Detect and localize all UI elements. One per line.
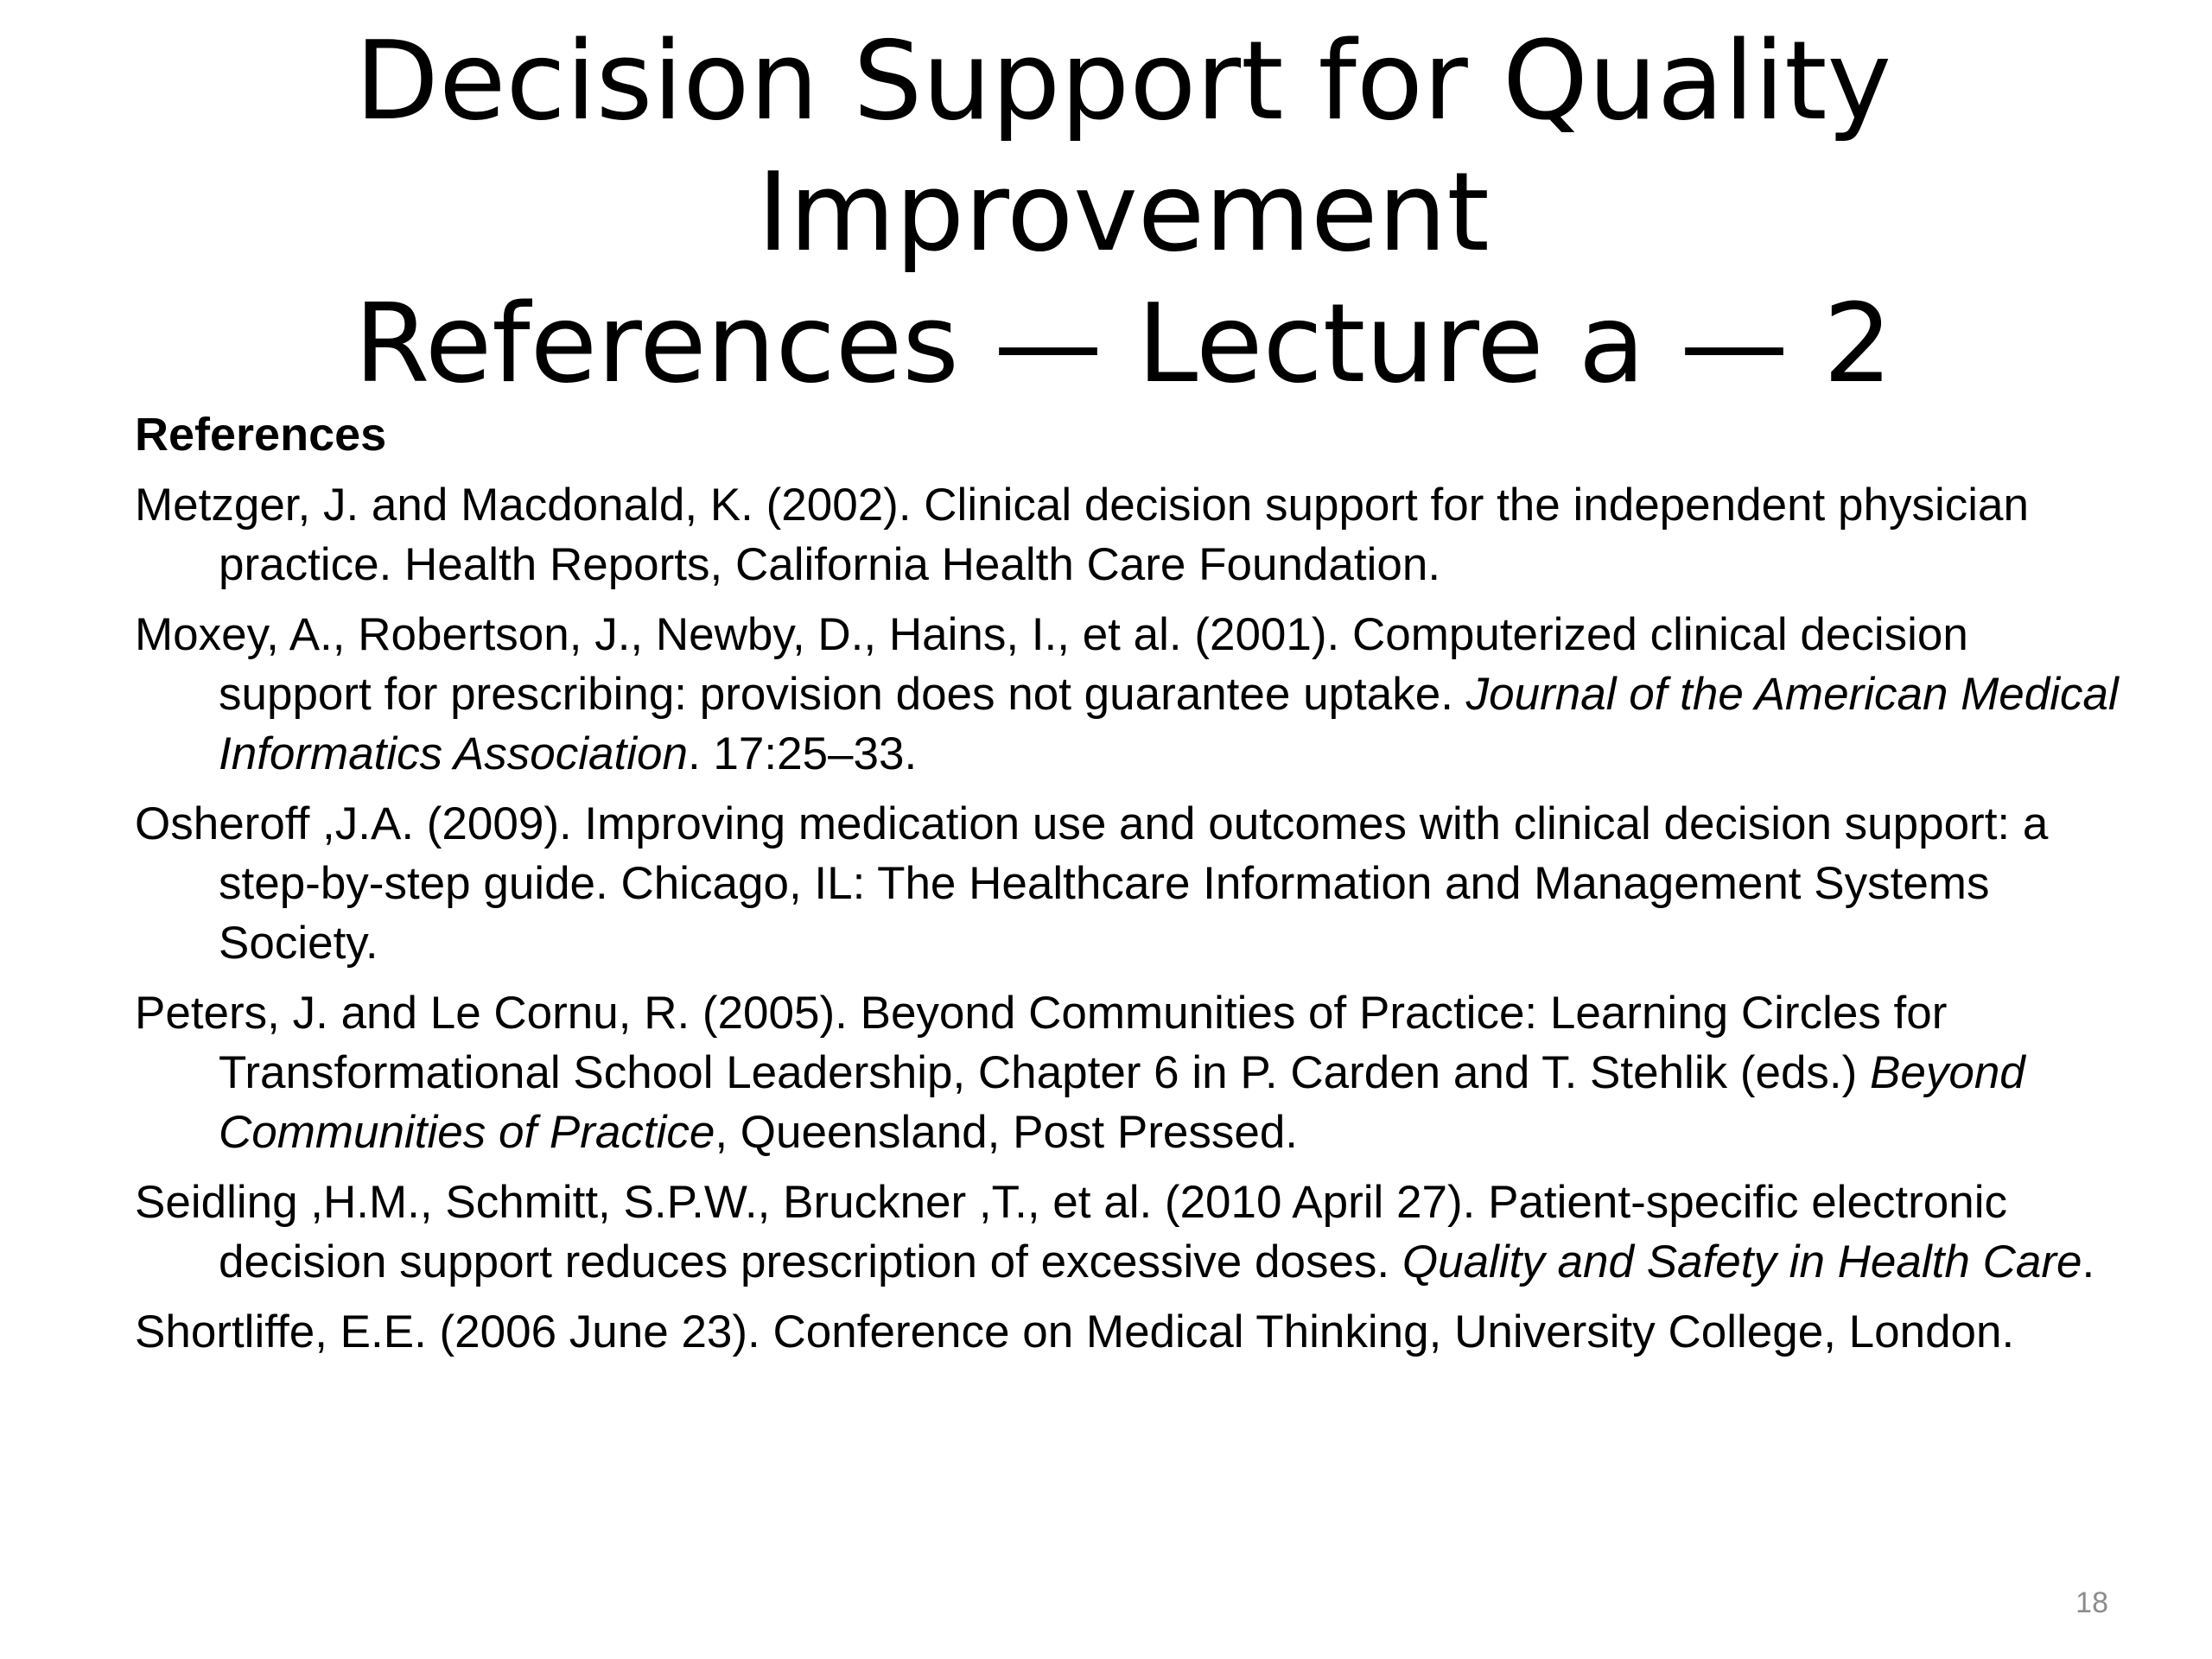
reference-book-title: Beyond Communities of Practice <box>219 1047 2025 1158</box>
reference-text-end: . 17:25–33. <box>687 728 918 779</box>
references-heading: References <box>135 409 387 461</box>
reference-text-end: . <box>2082 1236 2095 1287</box>
reference-list <box>135 475 2122 1372</box>
reference-text: Metzger, J. and Macdonald, K. (2002). Clinical decision support for the independent physician practice. Health Reports, California Health Care Foundation. <box>135 480 2029 590</box>
reference-item <box>135 1302 2122 1362</box>
title-line: References — Lecture a — 2 <box>353 280 1893 407</box>
title-line: Improvement <box>757 149 1490 276</box>
reference-text: Moxey, A., Robertson, J., Newby, D., Hains, I., et al. (2001). Computerized clinical decision support for prescribing: provision does not guarantee uptake. <box>135 609 1968 720</box>
reference-item <box>135 605 2122 784</box>
reference-journal: Journal of the American Medical Informatics Association <box>219 669 2119 779</box>
reference-text: Shortliffe, E.E. (2006 June 23). Conference on Medical Thinking, University College, London. <box>135 1306 2015 1357</box>
reference-item <box>135 983 2122 1162</box>
reference-item <box>135 475 2122 594</box>
reference-text: Seidling ,H.M., Schmitt, S.P.W., Bruckner ,T., et al. (2010 April 27). Patient-specific electronic decision support reduces prescription of excessive doses. <box>135 1177 2008 1287</box>
reference-item <box>135 794 2122 973</box>
page-number: 18 <box>2075 1586 2108 1619</box>
reference-item <box>135 1173 2122 1292</box>
reference-text-end: , Queensland, Post Pressed. <box>715 1107 1299 1158</box>
reference-text: Osheroff ,J.A. (2009). Improving medication use and outcomes with clinical decision support: a step-by-step guide. Chicago, IL: The Healthcare Information and Management Systems Society. <box>135 798 2049 969</box>
reference-text: Peters, J. and Le Cornu, R. (2005). Beyond Communities of Practice: Learning Circles for Transformational School Leadership, Chapter 6 in P. Carden and T. Stehlik (eds.) <box>135 988 1948 1098</box>
slide-title <box>138 16 2108 410</box>
title-line: Decision Support for Quality <box>354 17 1892 144</box>
reference-journal: Quality and Safety in Health Care <box>1402 1236 2082 1287</box>
